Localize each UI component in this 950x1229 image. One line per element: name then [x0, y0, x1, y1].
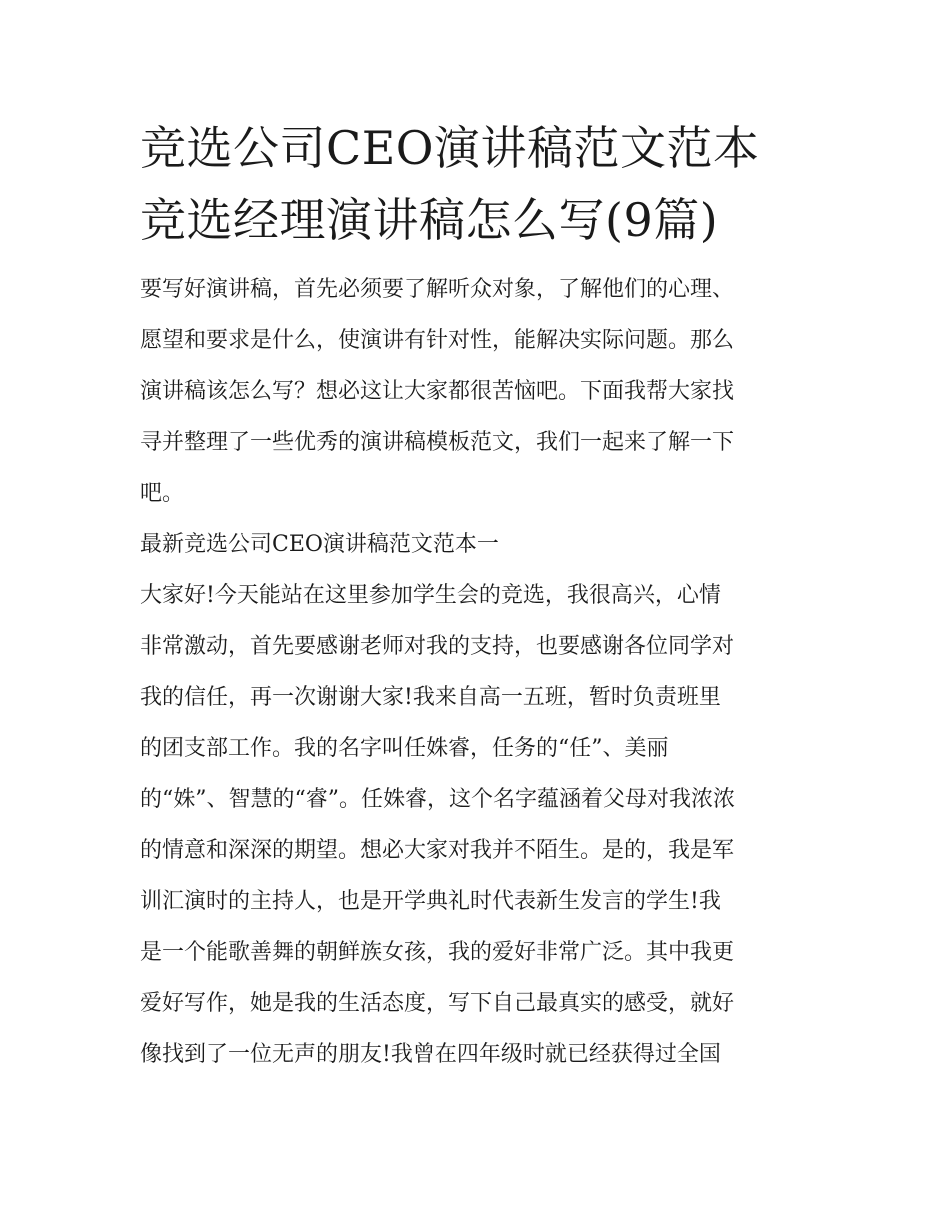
intro-line: 演讲稿该怎么写？想必这让大家都很苦恼吧。下面我帮大家找: [140, 379, 735, 404]
intro-line: 愿望和要求是什么，使演讲有针对性，能解决实际问题。那么: [140, 328, 735, 353]
document-body: [140, 264, 820, 1080]
title-line: 竞选经理演讲稿怎么写(9篇): [140, 193, 719, 247]
intro-line: 吧。: [140, 481, 185, 506]
speech-line: 的团支部工作。我的名字叫任姝睿，任务的“任”、美丽: [140, 736, 669, 761]
speech-line: 我的信任，再一次谢谢大家!我来自高一五班，暂时负责班里: [140, 685, 721, 710]
speech-line: 非常激动，首先要感谢老师对我的支持，也要感谢各位同学对: [140, 634, 735, 659]
speech-line: 的“姝”、智慧的“睿”。任姝睿，这个名字蕴涵着父母对我浓浓: [140, 787, 735, 812]
section-heading: 最新竞选公司CEO演讲稿范文范本一: [140, 532, 499, 557]
speech-line: 是一个能歌善舞的朝鲜族女孩，我的爱好非常广泛。其中我更: [140, 940, 735, 965]
speech-line: 的情意和深深的期望。想必大家对我并不陌生。是的，我是军: [140, 838, 735, 863]
speech-line: 训汇演时的主持人，也是开学典礼时代表新生发言的学生!我: [140, 889, 721, 914]
intro-line: 要写好演讲稿，首先必须要了解听众对象，了解他们的心理、: [140, 277, 735, 302]
document-page: [140, 112, 820, 1080]
intro-line: 寻并整理了一些优秀的演讲稿模板范文，我们一起来了解一下: [140, 430, 735, 455]
document-title: [140, 112, 820, 256]
title-line: 竞选公司CEO演讲稿范文范本: [140, 121, 760, 175]
speech-line: 大家好!今天能站在这里参加学生会的竞选，我很高兴，心情: [140, 583, 721, 608]
speech-line: 像找到了一位无声的朋友!我曾在四年级时就已经获得过全国: [140, 1042, 721, 1067]
speech-line: 爱好写作，她是我的生活态度，写下自己最真实的感受，就好: [140, 991, 735, 1016]
